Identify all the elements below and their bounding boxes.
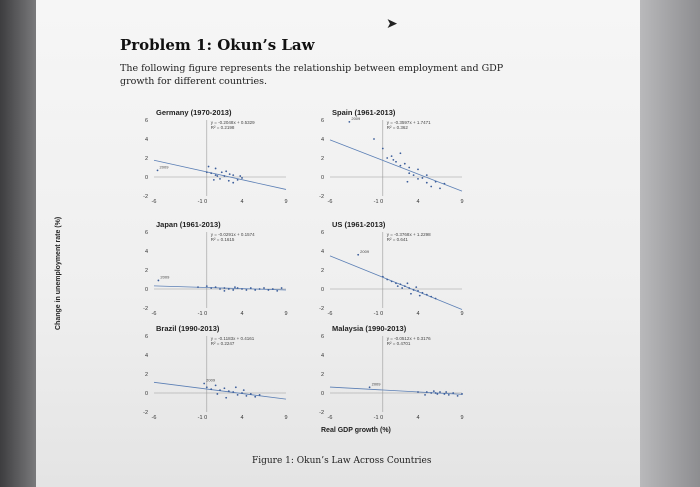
data-point xyxy=(410,293,412,295)
data-point xyxy=(408,287,410,289)
data-point xyxy=(206,386,208,388)
data-point xyxy=(400,152,402,154)
data-point xyxy=(224,287,226,289)
data-point xyxy=(433,390,435,392)
data-point xyxy=(263,287,265,289)
y-tick-label: -2 xyxy=(319,194,324,200)
data-point xyxy=(391,281,393,283)
mouse-cursor-icon: ➤ xyxy=(386,16,398,32)
data-point xyxy=(254,289,256,291)
data-point xyxy=(224,387,226,389)
data-point xyxy=(215,385,217,387)
figure-caption: Figure 1: Okun’s Law Across Countries xyxy=(252,456,432,466)
data-point xyxy=(219,178,221,180)
problem-title: Problem 1: Okun’s Law xyxy=(120,36,315,54)
x-tick-label: -1 0 xyxy=(197,199,208,205)
year-annotation: 2009 xyxy=(360,248,370,254)
data-point xyxy=(430,392,432,394)
x-tick-label: -1 0 xyxy=(197,415,208,421)
data-point xyxy=(413,289,415,291)
data-point xyxy=(243,389,245,391)
y-tick-label: 4 xyxy=(320,249,324,255)
y-tick-label: 4 xyxy=(144,137,148,143)
x-tick-label: 4 xyxy=(240,415,244,421)
data-point xyxy=(215,286,217,288)
x-tick-label: -6 xyxy=(151,199,157,205)
data-point xyxy=(413,174,415,176)
data-point xyxy=(426,294,428,296)
data-point xyxy=(210,287,212,289)
y-tick-label: 0 xyxy=(144,391,148,397)
trend-equation: y = -0.0512x + 0.3176 xyxy=(386,336,431,341)
data-point xyxy=(430,186,432,188)
data-point xyxy=(439,188,441,190)
data-point xyxy=(215,168,217,170)
data-point xyxy=(246,289,248,291)
document-page xyxy=(36,0,640,487)
data-point xyxy=(158,280,160,282)
x-tick-label: 9 xyxy=(284,415,288,421)
y-tick-label: 0 xyxy=(320,175,324,181)
x-axis-label: Real GDP growth (%) xyxy=(321,427,391,434)
data-point xyxy=(232,289,234,291)
y-tick-label: 2 xyxy=(320,372,324,378)
y-tick-label: 4 xyxy=(144,353,148,359)
data-point xyxy=(206,285,208,287)
data-point xyxy=(417,178,419,180)
data-point xyxy=(246,395,248,397)
data-point xyxy=(241,392,243,394)
data-point xyxy=(424,394,426,396)
data-point xyxy=(228,288,230,290)
data-point xyxy=(250,393,252,395)
chart-title: Germany (1970-2013) xyxy=(156,108,232,117)
data-point xyxy=(435,298,437,300)
x-tick-label: 9 xyxy=(460,311,464,317)
y-tick-label: 0 xyxy=(144,287,148,293)
data-point xyxy=(237,287,239,289)
x-tick-label: -6 xyxy=(327,199,333,205)
y-tick-label: 4 xyxy=(320,353,324,359)
data-point xyxy=(235,386,237,388)
x-tick-label: -1 0 xyxy=(373,311,384,317)
data-point xyxy=(439,391,441,393)
y-tick-label: 6 xyxy=(144,334,148,340)
data-point xyxy=(408,172,410,174)
data-point xyxy=(213,179,215,181)
y-tick-label: 0 xyxy=(320,287,324,293)
chart-panel-malaysia xyxy=(312,316,472,422)
chart-panel-us xyxy=(312,212,472,318)
y-tick-label: -2 xyxy=(319,306,324,312)
data-point xyxy=(415,286,417,288)
trend-equation: y = -0.3597x + 1.7471 xyxy=(386,120,431,125)
data-point xyxy=(259,288,261,290)
x-tick-label: -1 0 xyxy=(197,311,208,317)
data-point xyxy=(225,397,227,399)
data-point xyxy=(452,392,454,394)
data-point xyxy=(457,395,459,397)
r-squared: R² = 0.2198 xyxy=(210,125,235,130)
x-tick-label: -6 xyxy=(327,311,333,317)
y-tick-label: 2 xyxy=(144,268,148,274)
data-point xyxy=(157,169,159,171)
data-point xyxy=(404,163,406,165)
data-point xyxy=(241,177,243,179)
screen-edge-right xyxy=(640,0,700,487)
y-tick-label: 0 xyxy=(144,175,148,181)
y-tick-label: 6 xyxy=(320,118,324,124)
chart-panel-germany xyxy=(136,100,296,206)
data-point xyxy=(206,171,208,173)
data-point xyxy=(221,171,223,173)
screen-edge-left xyxy=(0,0,36,487)
chart-svg xyxy=(136,100,296,206)
r-squared: R² = 0.641 xyxy=(386,237,408,242)
data-point xyxy=(407,282,409,284)
data-point xyxy=(357,254,359,256)
data-point xyxy=(259,394,261,396)
data-point xyxy=(417,169,419,171)
x-tick-label: 4 xyxy=(416,199,420,205)
data-point xyxy=(407,181,409,183)
data-point xyxy=(250,287,252,289)
data-point xyxy=(237,179,239,181)
data-point xyxy=(426,391,428,393)
y-tick-label: 4 xyxy=(144,249,148,255)
data-point xyxy=(408,167,410,169)
data-point xyxy=(348,121,350,123)
trend-line xyxy=(330,140,462,191)
y-tick-label: 2 xyxy=(320,156,324,162)
y-tick-label: 6 xyxy=(320,230,324,236)
data-point xyxy=(373,138,375,140)
x-tick-label: 9 xyxy=(460,415,464,421)
data-point xyxy=(395,282,397,284)
data-point xyxy=(210,172,212,174)
data-point xyxy=(216,393,218,395)
data-point xyxy=(400,283,402,285)
data-point xyxy=(224,175,226,177)
chart-panel-brazil xyxy=(136,316,296,422)
chart-panel-spain xyxy=(312,100,472,206)
chart-panel-japan xyxy=(136,212,296,318)
data-point xyxy=(234,286,236,288)
x-tick-label: -1 0 xyxy=(373,415,384,421)
data-point xyxy=(461,393,463,395)
data-point xyxy=(203,383,205,385)
y-tick-label: 6 xyxy=(144,118,148,124)
r-squared: R² = 0.362 xyxy=(386,125,408,130)
data-point xyxy=(395,161,397,163)
chart-svg xyxy=(136,316,296,422)
x-tick-label: -6 xyxy=(151,415,157,421)
chart-svg xyxy=(136,212,296,318)
data-point xyxy=(225,170,227,172)
data-point xyxy=(422,292,424,294)
data-point xyxy=(400,165,402,167)
data-point xyxy=(210,388,212,390)
x-tick-label: 9 xyxy=(460,199,464,205)
data-point xyxy=(281,287,283,289)
data-point xyxy=(272,288,274,290)
y-tick-label: 0 xyxy=(320,391,324,397)
trend-equation: y = -0.2048x + 0.5329 xyxy=(210,120,255,125)
data-point xyxy=(404,285,406,287)
data-point xyxy=(276,290,278,292)
data-point xyxy=(268,289,270,291)
y-tick-label: 6 xyxy=(320,334,324,340)
year-annotation: 2009 xyxy=(159,164,169,170)
data-point xyxy=(219,389,221,391)
data-point xyxy=(224,290,226,292)
data-point xyxy=(445,391,447,393)
y-tick-label: 4 xyxy=(320,137,324,143)
chart-title: Japan (1961-2013) xyxy=(156,220,221,229)
data-point xyxy=(237,394,239,396)
data-point xyxy=(426,174,428,176)
x-tick-label: -6 xyxy=(151,311,157,317)
year-annotation: 2009 xyxy=(371,381,381,387)
data-point xyxy=(386,279,388,281)
x-tick-label: 9 xyxy=(284,311,288,317)
r-squared: R² = 0.4701 xyxy=(386,341,411,346)
data-point xyxy=(208,166,210,168)
data-point xyxy=(232,391,234,393)
data-point xyxy=(392,159,394,161)
r-squared: R² = 0.1615 xyxy=(210,237,235,242)
data-point xyxy=(228,180,230,182)
data-point xyxy=(254,396,256,398)
chart-title: Malaysia (1990-2013) xyxy=(332,324,407,333)
data-point xyxy=(430,296,432,298)
data-point xyxy=(382,276,384,278)
data-point xyxy=(382,148,384,150)
data-point xyxy=(228,390,230,392)
trend-equation: y = -0.1183x + 0.4161 xyxy=(210,336,255,341)
data-point xyxy=(417,391,419,393)
y-tick-label: -2 xyxy=(143,306,148,312)
data-point xyxy=(197,286,199,288)
x-tick-label: -6 xyxy=(327,415,333,421)
data-point xyxy=(215,174,217,176)
data-point xyxy=(369,386,371,388)
trend-equation: y = -0.0291x + 0.1574 xyxy=(210,232,255,237)
trend-line xyxy=(154,160,286,189)
x-tick-label: 4 xyxy=(240,311,244,317)
data-point xyxy=(435,181,437,183)
x-tick-label: 4 xyxy=(416,415,420,421)
data-point xyxy=(241,288,243,290)
data-point xyxy=(232,174,234,176)
chart-svg xyxy=(312,100,472,206)
data-point xyxy=(229,173,231,175)
data-point xyxy=(397,285,399,287)
year-annotation: 2009 xyxy=(160,274,170,280)
r-squared: R² = 0.2247 xyxy=(210,341,235,346)
chart-title: US (1961-2013) xyxy=(332,220,386,229)
data-point xyxy=(448,394,450,396)
x-tick-label: 4 xyxy=(416,311,420,317)
data-point xyxy=(444,183,446,185)
data-point xyxy=(422,177,424,179)
y-tick-label: -2 xyxy=(143,410,148,416)
data-point xyxy=(444,393,446,395)
okuns-law-figure xyxy=(116,100,476,440)
y-tick-label: 2 xyxy=(320,268,324,274)
y-tick-label: -2 xyxy=(143,194,148,200)
y-axis-label: Change in unemployment rate (%) xyxy=(55,216,62,330)
problem-description: The following figure represents the relationship between employment and GDP growth for different countries. xyxy=(120,63,504,87)
data-point xyxy=(401,287,403,289)
year-annotation: 2009 xyxy=(206,377,216,383)
data-point xyxy=(386,157,388,159)
year-annotation: 2009 xyxy=(351,115,361,121)
data-point xyxy=(391,155,393,157)
data-point xyxy=(232,182,234,184)
data-point xyxy=(435,392,437,394)
chart-svg xyxy=(312,212,472,318)
y-tick-label: 6 xyxy=(144,230,148,236)
data-point xyxy=(436,393,438,395)
y-tick-label: 2 xyxy=(144,156,148,162)
data-point xyxy=(239,175,241,177)
y-tick-label: 2 xyxy=(144,372,148,378)
x-tick-label: 4 xyxy=(240,199,244,205)
trend-equation: y = -0.3768x + 1.2298 xyxy=(386,232,431,237)
data-point xyxy=(426,182,428,184)
x-tick-label: -1 0 xyxy=(373,199,384,205)
data-point xyxy=(417,290,419,292)
chart-title: Spain (1961-2013) xyxy=(332,108,396,117)
x-tick-label: 9 xyxy=(284,199,288,205)
chart-svg xyxy=(312,316,472,422)
chart-title: Brazil (1990-2013) xyxy=(156,324,220,333)
data-point xyxy=(219,288,221,290)
y-tick-label: -2 xyxy=(319,410,324,416)
data-point xyxy=(419,295,421,297)
data-point xyxy=(216,175,218,177)
